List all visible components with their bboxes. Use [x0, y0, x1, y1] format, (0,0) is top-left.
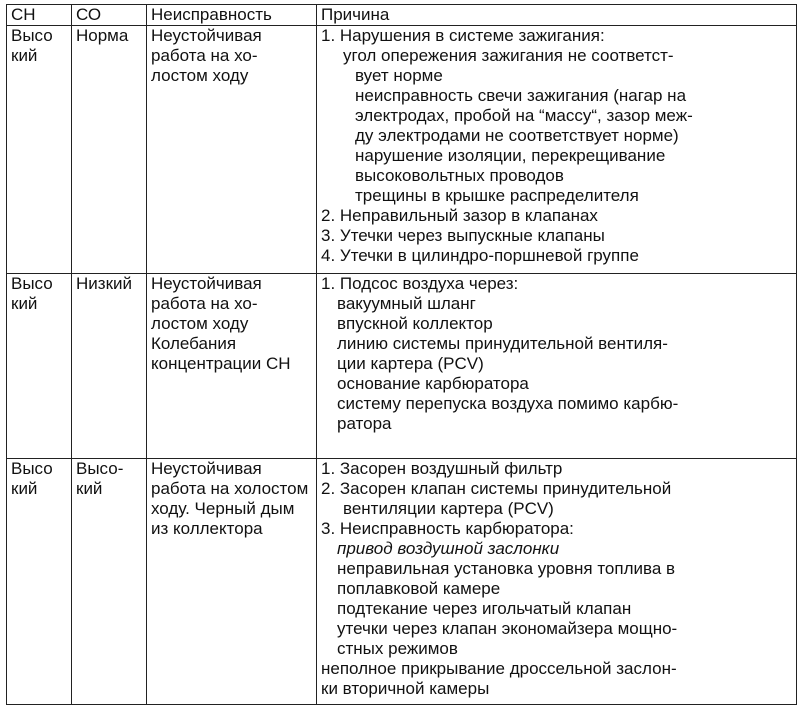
cell-co — [72, 459, 147, 705]
cause-line: нарушение изоляции, перекрещивание — [355, 146, 666, 165]
cell-co — [72, 274, 147, 459]
cause-line: систему перепуска воздуха помимо карбю- — [337, 394, 679, 413]
cause-line: вакуумный шланг — [337, 294, 476, 313]
cause-line: линию системы принудительной вентиля- — [337, 334, 668, 353]
cause-line: подтекание через игольчатый клапан — [337, 599, 632, 618]
header-cause: Причина — [317, 5, 797, 26]
co-level-text: кий — [76, 479, 103, 498]
co-level-text: Норма — [76, 26, 129, 45]
table-row — [7, 274, 797, 459]
ch-level-text: кий — [11, 479, 38, 498]
cause-line: 3. Неисправность карбюратора: — [321, 519, 574, 538]
cell-fault: Неустойчивая работа на холостом ходу. Черный дым из коллектора — [147, 459, 317, 705]
cell-causes — [317, 459, 797, 705]
cause-line: 1. Засорен воздушный фильтр — [321, 459, 563, 478]
cause-line: неправильная установка уровня топлива в — [337, 559, 676, 578]
cell-fault: Неустойчивая работа на хо-лостом ходу Колебания концентрации СН — [147, 274, 317, 459]
cell-ch — [7, 459, 72, 705]
cause-line: основание карбюратора — [337, 374, 529, 393]
cause-line: трещины в крышке распределителя — [355, 186, 639, 205]
cause-line: ратора — [337, 414, 392, 433]
cell-co — [72, 26, 147, 274]
cause-line: ду электродами не соответствует норме) — [355, 126, 679, 145]
cause-line: вует норме — [355, 66, 443, 85]
header-row — [7, 5, 797, 26]
table-row — [7, 459, 797, 705]
ch-level-text: Высо — [11, 459, 53, 478]
ch-level-text: кий — [11, 294, 38, 313]
cause-line: электродах, пробой на “массу“, зазор меж- — [355, 106, 693, 125]
header-fault: Неисправность — [147, 5, 317, 26]
cause-line: ции картера (PCV) — [337, 354, 484, 373]
header-ch: СН — [7, 5, 72, 26]
cause-line: 4. Утечки в цилиндро-поршневой группе — [321, 246, 639, 265]
cause-line: 1. Подсос воздуха через: — [321, 274, 519, 293]
cell-causes — [317, 274, 797, 459]
co-level-text: Низкий — [76, 274, 132, 293]
table-row — [7, 26, 797, 274]
cause-line: привод воздушной заслонки — [337, 539, 560, 558]
cell-ch — [7, 26, 72, 274]
cause-line: 2. Засорен клапан системы принудительной — [321, 479, 672, 498]
cell-causes — [317, 26, 797, 274]
ch-level-text: Высо — [11, 26, 53, 45]
cause-line: высоковольтных проводов — [355, 166, 564, 185]
header-co: СО — [72, 5, 147, 26]
cause-line: утечки через клапан экономайзера мощно- — [337, 619, 678, 638]
ch-level-text: кий — [11, 46, 38, 65]
cause-line: впускной коллектор — [337, 314, 493, 333]
cell-ch — [7, 274, 72, 459]
ch-level-text: Высо — [11, 274, 53, 293]
diagnostic-table — [6, 4, 797, 705]
cause-line: 2. Неправильный зазор в клапанах — [321, 206, 598, 225]
table-body — [7, 26, 797, 705]
cause-line: угол опережения зажигания не соответст- — [343, 46, 674, 65]
cause-line: вентиляции картера (PCV) — [343, 499, 554, 518]
cell-fault: Неустойчивая работа на хо-лостом ходу — [147, 26, 317, 274]
cause-line: стных режимов — [337, 639, 458, 658]
diagnostic-table-page — [6, 4, 796, 704]
cause-line: 1. Нарушения в системе зажигания: — [321, 26, 605, 45]
cause-line: ки вторичной камеры — [321, 679, 490, 698]
cause-line: неполное прикрывание дроссельной заслон- — [321, 659, 677, 678]
cause-line: поплавковой камере — [337, 579, 501, 598]
cause-line: неисправность свечи зажигания (нагар на — [355, 86, 687, 105]
cause-line: 3. Утечки через выпускные клапаны — [321, 226, 605, 245]
co-level-text: Высо- — [76, 459, 124, 478]
